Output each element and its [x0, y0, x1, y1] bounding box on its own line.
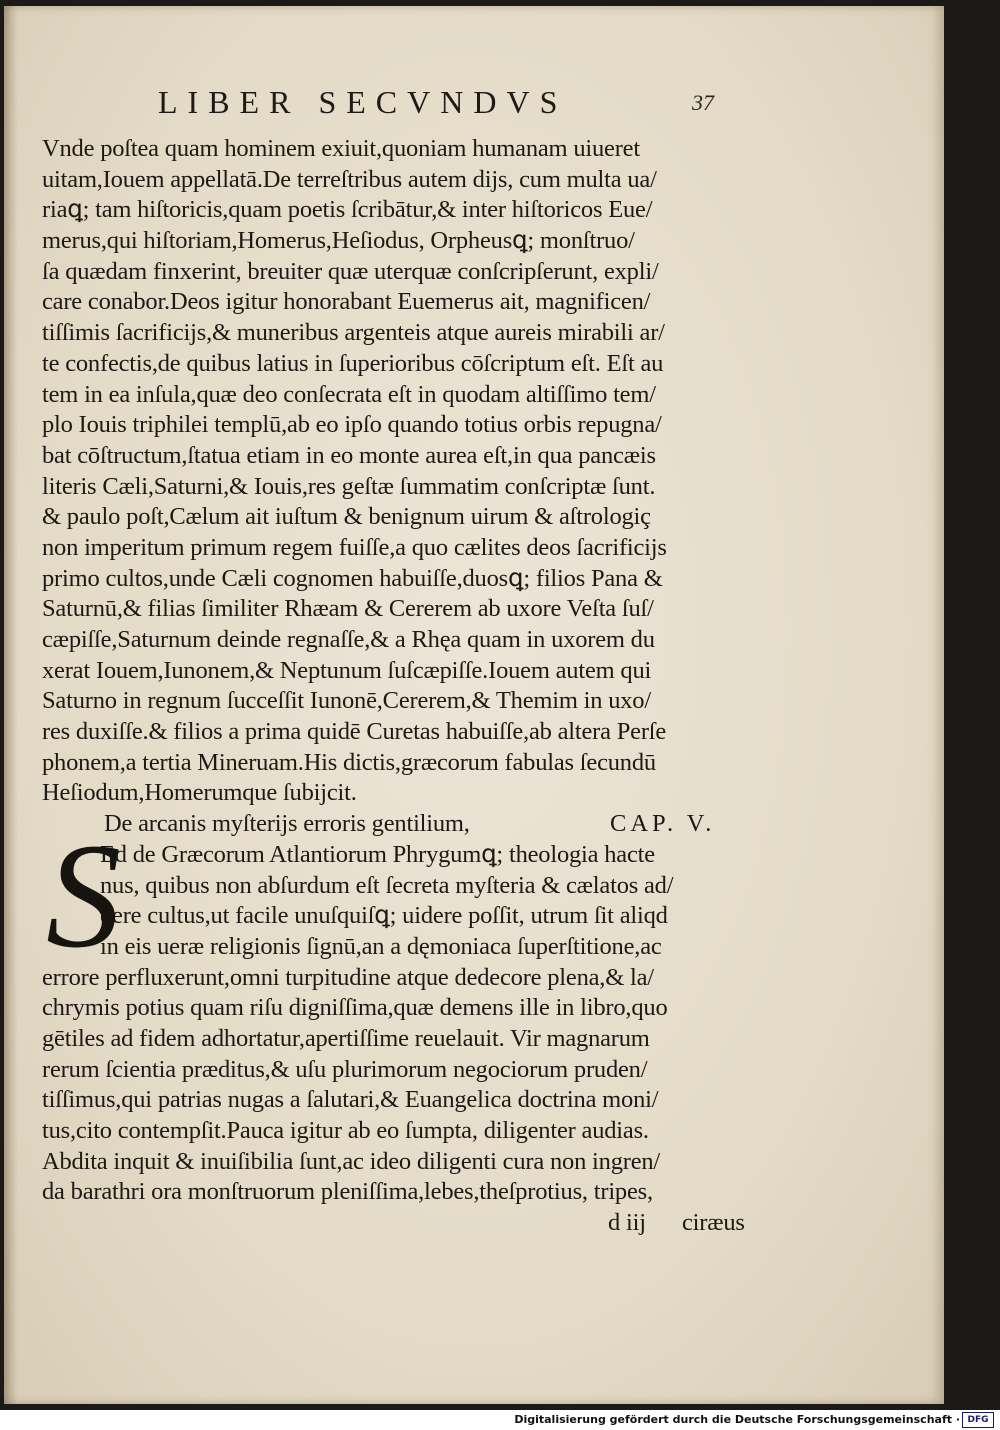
text-line: riaꝗ; tam hiſtoricis,quam poetis ſcribātur,& inter hiſtoricos Eue/	[42, 196, 653, 224]
text-line: dere cultus,ut facile unuſquiſꝗ; uidere poſſit, utrum ſit aliqd	[100, 902, 668, 930]
text-line: Heſiodum,Homerumque ſubijcit.	[42, 779, 357, 807]
page-foot-line	[42, 1208, 777, 1239]
text-line: Ed de Græcorum Atlantiorum Phrygumꝗ; theologia hacte	[100, 840, 655, 868]
footer-bar	[0, 1410, 1000, 1430]
running-head: LIBER SECVNDVS	[158, 84, 568, 120]
book-page	[4, 6, 944, 1404]
chapter-title: De arcanis myſterijs erroris gentilium,	[104, 810, 470, 838]
catchword: ciræus	[682, 1209, 745, 1237]
text-line: errore perfluxerunt,omni turpitudine atque dedecore plena,& la/	[42, 963, 654, 991]
decorated-initial-letter: S	[46, 812, 121, 979]
text-block	[42, 134, 777, 1239]
text-line: ſa quædam finxerint, breuiter quæ uterquæ conſcripſerunt, expli/	[42, 257, 659, 285]
text-line: rerum ſcientia præditus,& uſu plurimorum negociorum pruden/	[42, 1055, 648, 1083]
text-line: xerat Iouem,Iunonem,& Neptunum ſuſcæpiſſe.Iouem autem qui	[42, 656, 652, 684]
page-header	[4, 84, 944, 124]
text-line: nus, quibus non abſurdum eſt ſecreta myſteria & cælatos ad/	[100, 871, 674, 899]
text-line: te confectis,de quibus latius in ſuperioribus cōſcriptum eſt. Eſt au	[42, 349, 664, 377]
chapter-number: CAP. V.	[610, 810, 716, 838]
text-line: care conabor.Deos igitur honorabant Euemerus ait, magnificen/	[42, 288, 651, 316]
text-line: Saturnū,& filias ſimiliter Rhæam & Cererem ab uxore Veſta ſuſ/	[42, 595, 654, 623]
page-gutter-shadow	[4, 6, 18, 1404]
text-line: plo Iouis triphilei templū,ab eo ipſo quando totius orbis repugna/	[42, 411, 662, 439]
text-line: literis Cæli,Saturni,& Iouis,res geſtæ ſummatim conſcriptæ ſunt.	[42, 472, 656, 500]
text-line: non imperitum primum regem fuiſſe,a quo cælites deos ſacrificijs	[42, 533, 667, 561]
text-line: phonem,a tertia Mineruam.His dictis,græcorum fabulas ſecundū	[42, 748, 656, 776]
folio-number: 37	[692, 90, 714, 115]
text-line: res duxiſſe.& filios a prima quidē Curetas habuiſſe,ab altera Perſe	[42, 718, 667, 746]
text-line: cæpiſſe,Saturnum deinde regnaſſe,& a Rhęa quam in uxorem du	[42, 626, 655, 653]
text-line: merus,qui hiſtoriam,Homerus,Heſiodus, Orpheusꝗ; monſtruo/	[42, 227, 635, 255]
text-line: tiſſimis ſacrificijs,& muneribus argenteis atque aureis mirabili ar/	[42, 319, 665, 347]
text-line: tem in ea inſula,quæ deo conſecrata eſt in quodam altiſſimo tem/	[42, 380, 656, 408]
text-line: gētiles ad fidem adhortatur,apertiſſime reuelauit. Vir magnarum	[42, 1024, 650, 1052]
text-line: primo cultos,unde Cæli cognomen habuiſſe,duosꝗ; filios Pana &	[42, 564, 663, 592]
dfg-logo[interactable]: DFG	[962, 1412, 994, 1428]
signature-mark: d iij	[608, 1209, 646, 1237]
funding-credit: Digitalisierung gefördert durch die Deutsche Forschungsgemeinschaft ·	[514, 1413, 960, 1426]
text-line: tiſſimus,qui patrias nugas a ſalutari,& Euangelica doctrina moni/	[42, 1086, 659, 1114]
text-line: Vnde poſtea quam hominem exiuit,quoniam humanam uiueret	[42, 135, 640, 162]
text-line: Abdita inquit & inuiſibilia ſunt,ac ideo diligenti cura non ingren/	[42, 1147, 661, 1175]
text-line: uitam,Iouem appellatā.De terreſtribus autem dijs, cum multa ua/	[42, 165, 657, 193]
text-line: chrymis potius quam riſu digniſſima,quæ demens ille in libro,quo	[42, 994, 668, 1022]
chapter-heading	[42, 809, 777, 840]
text-line: bat cōſtructum,ſtatua etiam in eo monte aurea eſt,in qua pancæis	[42, 441, 656, 469]
text-line: & paulo poſt,Cælum ait iuſtum & benignum uirum & aſtrologiç	[42, 503, 651, 531]
text-line: Saturno in regnum ſucceſſit Iunonē,Cererem,& Themim in uxo/	[42, 687, 651, 715]
text-line: da barathri ora monſtruorum pleniſſima,lebes,theſprotius, tripes,	[42, 1178, 653, 1206]
text-line: tus,cito contempſit.Pauca igitur ab eo ſumpta, diligenter audias.	[42, 1117, 649, 1144]
text-line: in eis ueræ religionis ſignū,an a dęmoniaca ſuperſtitione,ac	[100, 932, 662, 960]
